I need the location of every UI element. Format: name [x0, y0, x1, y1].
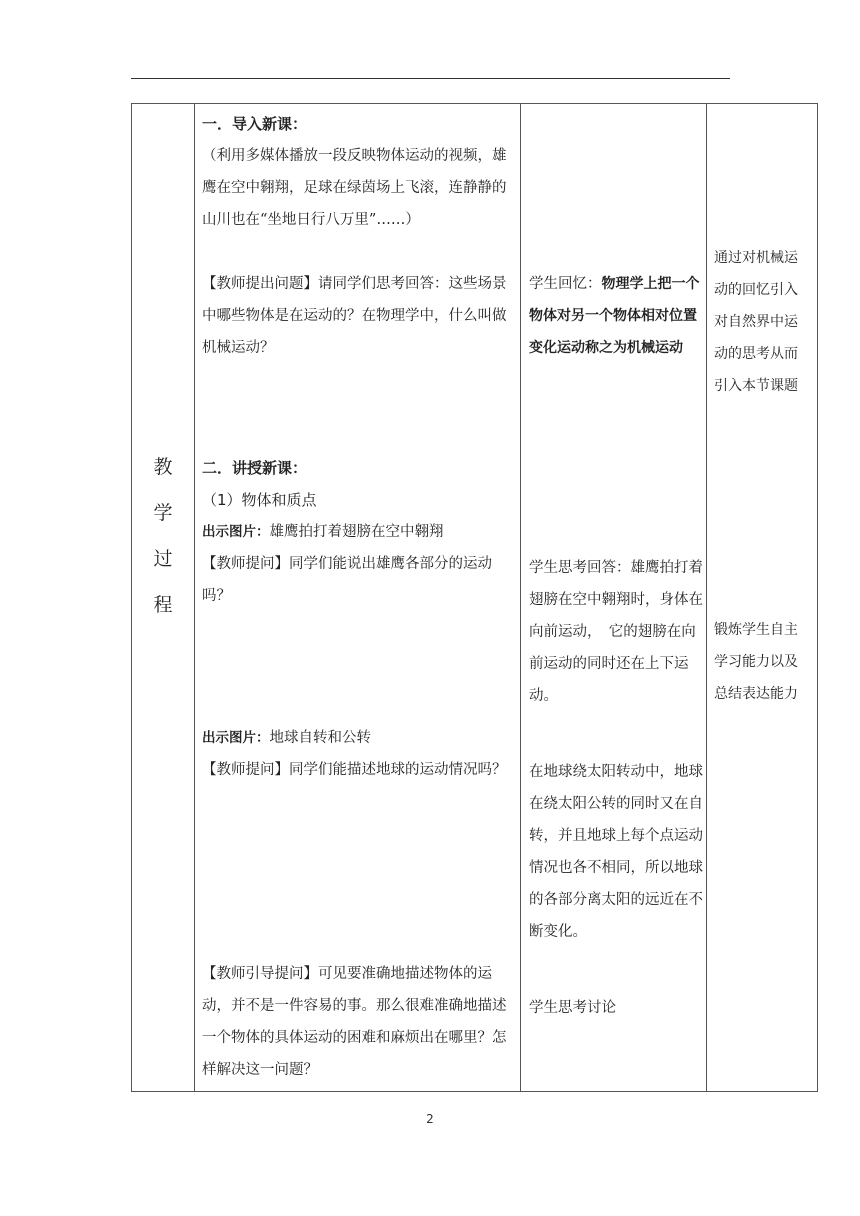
question-text: 同学们能说出雄鹰各部分的运动吗？	[202, 556, 492, 604]
design-note-1: 通过对机械运动的回忆引入对自然界中运动的思考从而引入本节课题	[714, 250, 798, 394]
show-text: 雄鹰拍打着翅膀在空中翱翔	[269, 524, 444, 540]
column-divider	[520, 104, 521, 1091]
section-intro	[202, 108, 520, 236]
question-tag: 【教师提出问题】	[202, 276, 318, 292]
question-text: 可见要准确地描述物体的运动，并不是一件容易的事。那么很难准确地描述一个物体的具体运动的困难和麻烦出在哪里？怎样解决这一问题？	[202, 966, 507, 1078]
page-number: 2	[426, 1112, 434, 1126]
section-title: 一．导入新课：	[202, 115, 308, 133]
student-answer-2: 学生思考回答：雄鹰拍打着翅膀在空中翱翔时，身体在向前运动， 它的翅膀在向前运动的同时还在上下运动。	[529, 560, 703, 704]
column-divider	[194, 104, 195, 1091]
header-rule	[131, 78, 730, 79]
teacher-question-1	[202, 268, 520, 364]
show-tag: 出示图片：	[202, 730, 270, 746]
subsection-title: （1）物体和质点	[202, 491, 317, 509]
side-label-teaching-process: 教 学 过 程	[153, 456, 173, 616]
question-tag: 【教师提问】	[202, 762, 289, 778]
student-answer-3: 在地球绕太阳转动中，地球在绕太阳公转的同时又在自转，并且地球上每个点运动情况也各不相同，所以地球的各部分离太阳的远近在不断变化。	[529, 764, 703, 940]
show-text: 地球自转和公转	[269, 730, 371, 746]
section-title: 二．讲授新课：	[202, 459, 308, 477]
question-text: 同学们能描述地球的运动情况吗？	[289, 762, 507, 778]
question-tag: 【教师提问】	[202, 556, 289, 572]
student-answer-4: 学生思考讨论	[529, 1000, 616, 1016]
design-note-2: 锻炼学生自主学习能力以及总结表达能力	[714, 622, 798, 702]
teacher-question-4	[202, 958, 520, 1086]
answer-prefix: 学生回忆：	[529, 276, 602, 292]
section-lecture	[202, 452, 520, 612]
question-tag: 【教师引导提问】	[202, 966, 318, 982]
lesson-table	[131, 103, 818, 1092]
earth-block	[202, 722, 520, 786]
show-tag: 出示图片：	[202, 524, 270, 540]
answer-bold: 物理学上把一个物体对另一个物体相对位置变化运动称之为机械运动	[529, 276, 700, 356]
student-answer-1	[529, 268, 705, 364]
question-text: 请同学们思考回答：这些场景中哪些物体是在运动的？在物理学中，什么叫做机械运动？	[202, 276, 507, 356]
column-divider	[706, 104, 707, 1091]
paragraph: （利用多媒体播放一段反映物体运动的视频，雄鹰在空中翱翔，足球在绿茵场上飞滚，连静静的山川也在“坐地日行八万里”……）	[202, 148, 507, 228]
